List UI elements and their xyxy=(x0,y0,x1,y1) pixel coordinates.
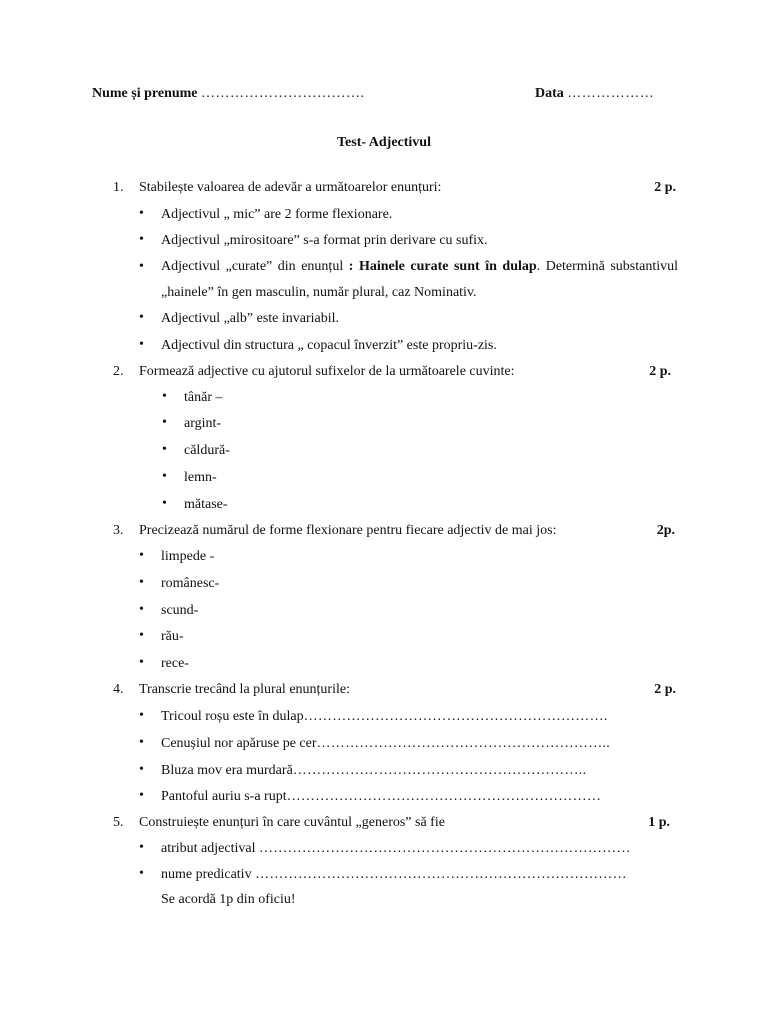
bullet-icon: • xyxy=(162,469,167,484)
list-item: • Cenușiul nor apăruse pe cer…………………………………………………….. xyxy=(139,735,611,751)
list-item: • Bluza mov era murdară…………………………………………………….. xyxy=(139,762,587,778)
bullet-icon: • xyxy=(139,840,144,855)
question-points: 2 p. xyxy=(654,180,676,195)
name-blank: ……………………………. xyxy=(201,86,365,101)
bullet-icon: • xyxy=(139,232,144,247)
bullet-icon: • xyxy=(139,735,144,750)
bullet-icon: • xyxy=(139,602,144,617)
bullet-icon: • xyxy=(139,788,144,803)
name-field xyxy=(92,86,365,102)
answer-blank: ………………………………………………………. xyxy=(303,709,608,724)
question-number: 1. xyxy=(113,180,124,195)
question-1 xyxy=(113,180,678,196)
question-3 xyxy=(113,523,678,539)
list-item: • tânăr – xyxy=(162,389,223,405)
bullet-icon: • xyxy=(139,548,144,563)
question-points: 1 p. xyxy=(648,815,670,830)
question-points: 2 p. xyxy=(649,364,671,379)
list-item: • lemn- xyxy=(162,469,217,485)
bullet-icon: • xyxy=(139,259,144,274)
bullet-icon: • xyxy=(162,389,167,404)
date-blank: ……………… xyxy=(567,86,655,101)
bullet-icon: • xyxy=(139,708,144,723)
footer-note: Se acordă 1p din oficiu! xyxy=(161,892,296,907)
list-item: • românesc- xyxy=(139,575,220,591)
list-item: • căldură- xyxy=(162,442,230,458)
bullet-icon: • xyxy=(139,337,144,352)
answer-blank: …………………………………………………….. xyxy=(316,736,611,751)
list-item: • nume predicativ …………………………………………………………………… xyxy=(139,866,627,882)
bullet-icon: • xyxy=(139,762,144,777)
bullet-icon: • xyxy=(139,866,144,881)
list-item: • mătase- xyxy=(162,496,228,512)
question-number: 4. xyxy=(113,682,124,697)
question-points: 2p. xyxy=(656,523,675,538)
list-item: • Adjectivul din structura „ copacul înverzit” este propriu-zis. xyxy=(139,337,497,353)
list-item: • rău- xyxy=(139,628,184,644)
answer-blank: ………………………………………………………… xyxy=(286,789,602,804)
bullet-icon: • xyxy=(139,206,144,221)
list-item: • scund- xyxy=(139,602,199,618)
list-item: • Adjectivul „alb” este invariabil. xyxy=(139,310,340,326)
question-5 xyxy=(113,815,678,831)
list-item: • limpede - xyxy=(139,548,215,564)
date-label: Data xyxy=(535,86,564,101)
list-item: • Adjectivul „curate” din enunțul : Hainele curate sunt în dulap. Determină substantivul „hainele” în gen masculin, număr plural, caz Nominativ. xyxy=(161,254,678,306)
bullet-icon: • xyxy=(139,310,144,325)
date-field xyxy=(535,86,654,102)
question-number: 5. xyxy=(113,815,124,830)
answer-blank: …………………………………………………….. xyxy=(292,763,587,778)
question-number: 2. xyxy=(113,364,124,379)
question-text: Stabilește valoarea de adevăr a următoarelor enunțuri: xyxy=(139,180,442,195)
answer-blank: …………………………………………………………………… xyxy=(255,867,627,882)
bullet-icon: • xyxy=(162,415,167,430)
bullet-icon: • xyxy=(162,496,167,511)
question-text: Formează adjective cu ajutorul sufixelor de la următoarele cuvinte: xyxy=(139,364,515,379)
question-2 xyxy=(113,364,678,380)
list-item: • Tricoul roșu este în dulap………………………………………………………. xyxy=(139,708,608,724)
answer-blank: …………………………………………………………………… xyxy=(258,841,631,856)
list-item: • rece- xyxy=(139,655,189,671)
question-text: Precizează numărul de forme flexionare pentru fiecare adjectiv de mai jos: xyxy=(139,523,557,538)
list-item: • Pantoful auriu s-a rupt………………………………………………………… xyxy=(139,788,602,804)
question-number: 3. xyxy=(113,523,124,538)
bullet-icon: • xyxy=(162,442,167,457)
list-item: • argint- xyxy=(162,415,222,431)
page-title: Test- Adjectivul xyxy=(337,135,431,150)
bullet-icon: • xyxy=(139,655,144,670)
list-item: • Adjectivul „ mic” are 2 forme flexionare. xyxy=(139,206,393,222)
list-item: • Adjectivul „mirositoare” s-a format prin derivare cu sufix. xyxy=(139,232,488,248)
question-4 xyxy=(113,682,678,698)
list-item: • atribut adjectival …………………………………………………………………… xyxy=(139,840,631,856)
name-label: Nume și prenume xyxy=(92,86,198,101)
question-text: Construiește enunțuri în care cuvântul „generos” să fie xyxy=(139,815,445,830)
bullet-icon: • xyxy=(139,628,144,643)
question-points: 2 p. xyxy=(654,682,676,697)
question-text: Transcrie trecând la plural enunțurile: xyxy=(139,682,350,697)
bullet-icon: • xyxy=(139,575,144,590)
